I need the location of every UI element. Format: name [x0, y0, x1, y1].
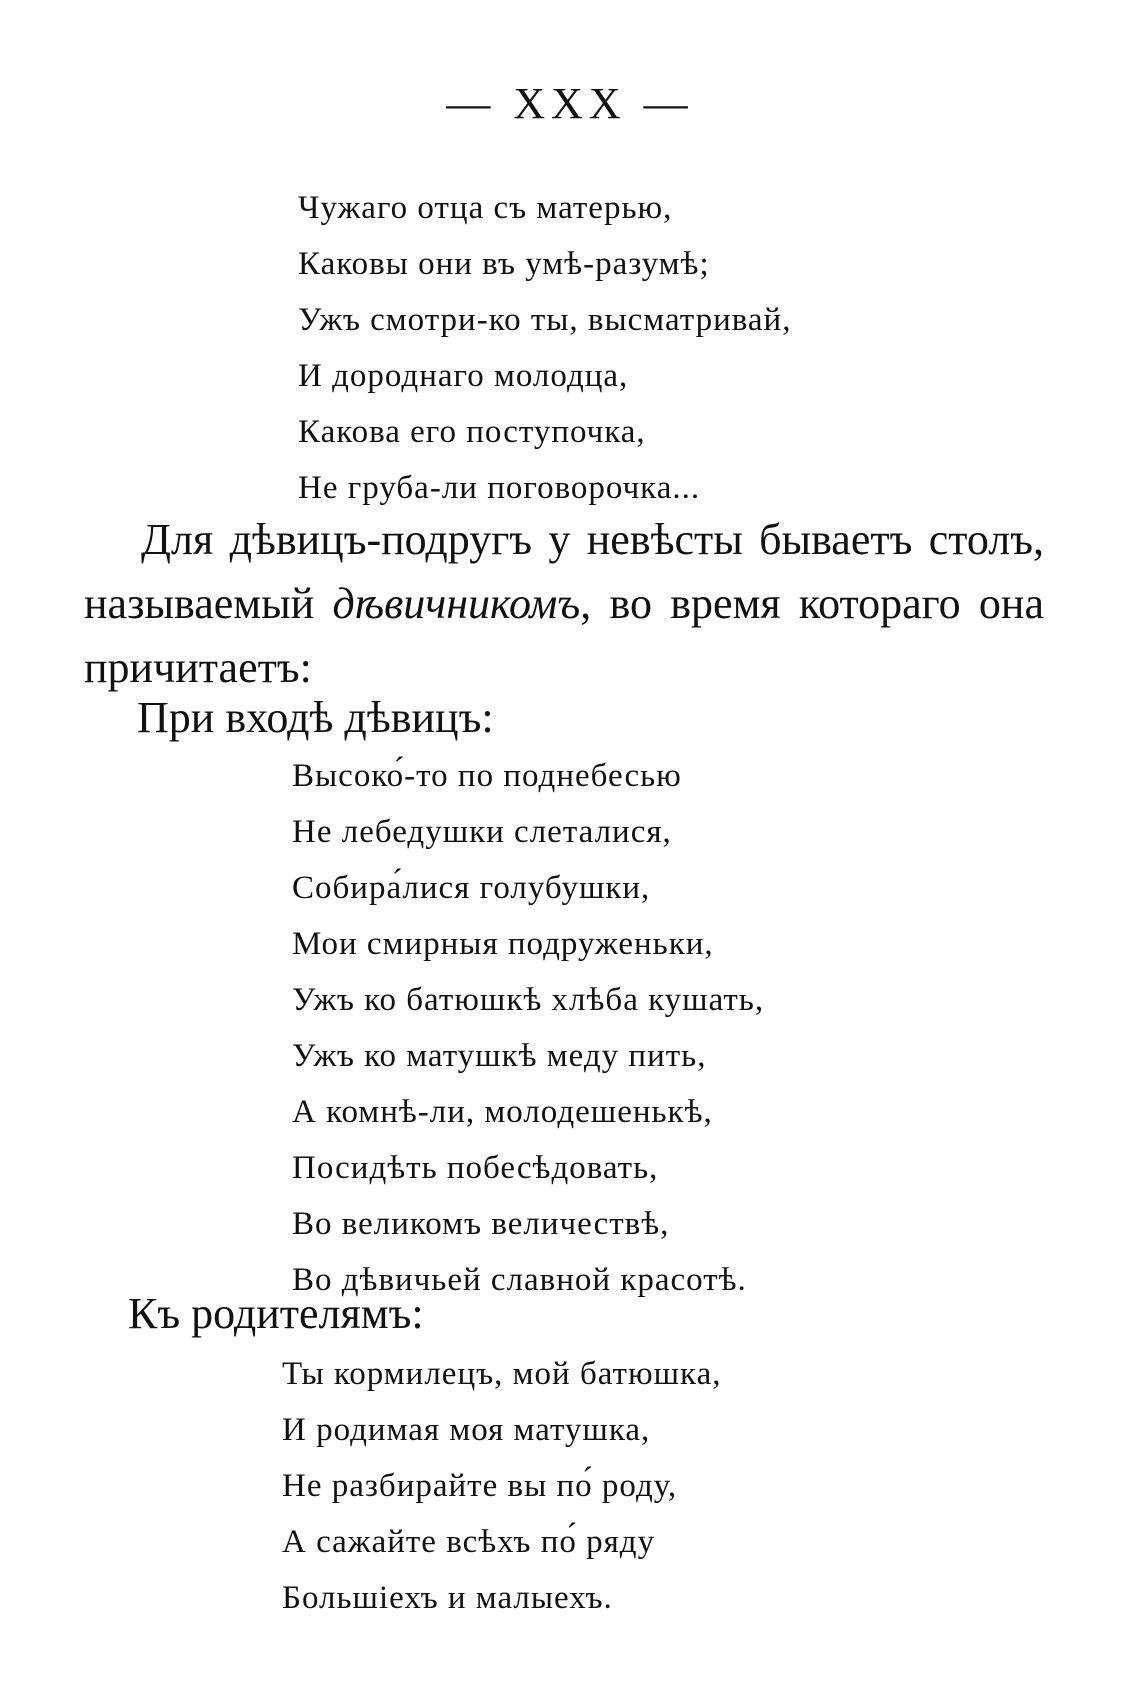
- verse-line: Во дѣвичьей славной красотѣ.: [292, 1262, 747, 1298]
- verse-line: Ты кормилецъ, мой батюшка,: [282, 1356, 722, 1392]
- verse-line: Каковы они въ умѣ-разумѣ;: [298, 246, 710, 282]
- prose-emphasis: дѣвичникомъ: [332, 579, 581, 628]
- page-header: — XXX —: [446, 79, 694, 128]
- verse-line: Не лебедушки слеталися,: [292, 814, 672, 850]
- verse-line: Не разбирайте вы по́ роду,: [282, 1468, 678, 1504]
- verse-line: Большіехъ и малыехъ.: [282, 1580, 613, 1616]
- verse-line: Ужъ смотри-ко ты, высматривай,: [298, 302, 792, 338]
- verse-line: А сажайте всѣхъ по́ ряду: [282, 1524, 656, 1560]
- verse-line: И дороднаго молодца,: [298, 358, 629, 394]
- verse-line: Какова его поступочка,: [298, 414, 646, 450]
- prose-text: , во время котораго она причитаетъ:: [84, 579, 1044, 692]
- verse-line: И родимая моя матушка,: [282, 1412, 651, 1448]
- verse-line: Во великомъ величествѣ,: [292, 1206, 670, 1242]
- verse-line: Ужъ ко батюшкѣ хлѣба кушать,: [292, 982, 765, 1018]
- verse-line: А комнѣ-ли, молодешенькѣ,: [292, 1094, 713, 1130]
- verse-line: Высоко́-то по поднебесью: [292, 758, 682, 794]
- verse-line: Ужъ ко матушкѣ меду пить,: [292, 1038, 707, 1074]
- verse-line: Чужаго отца съ матерью,: [298, 190, 673, 226]
- prose-text: Для дѣвицъ-подругъ у невѣсты бываетъ столъ, называемый: [84, 515, 1044, 628]
- subheading: При входѣ дѣвицъ:: [137, 693, 494, 742]
- verse-line: Не груба-ли поговорочка...: [298, 470, 701, 506]
- prose-paragraph: [84, 508, 1044, 700]
- verse-line: Посидѣть побесѣдовать,: [292, 1150, 659, 1186]
- verse-line: Мои смирныя подруженьки,: [292, 926, 714, 962]
- verse-block-1: [298, 180, 791, 516]
- subheading: Къ родителямъ:: [128, 1289, 424, 1338]
- verse-block-3: [282, 1346, 721, 1626]
- verse-line: Собира́лися голубушки,: [292, 870, 651, 906]
- verse-block-2: [292, 748, 764, 1308]
